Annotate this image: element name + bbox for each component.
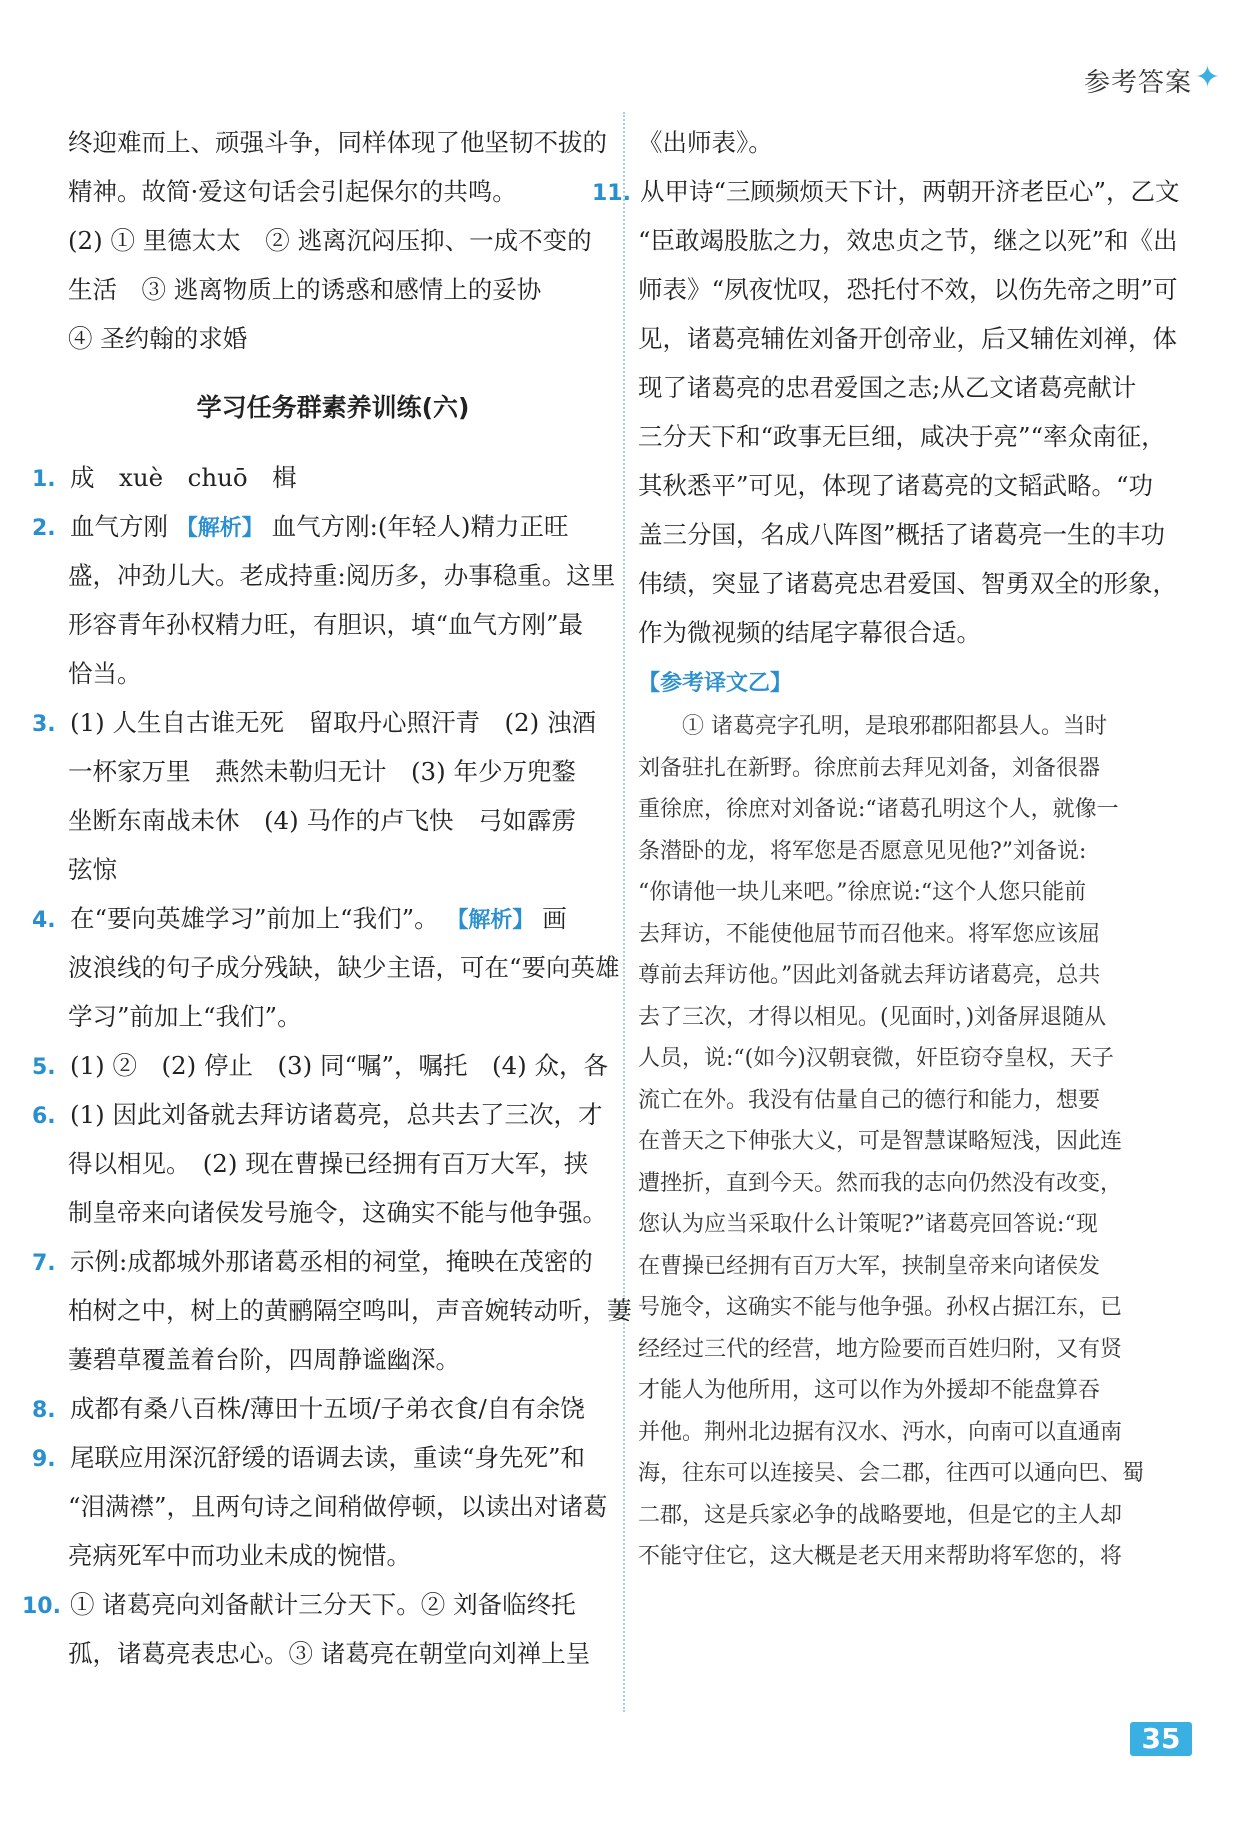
answer-number: 6.: [32, 1104, 56, 1129]
text-line: “泪满襟”，且两句诗之间稍做停顿，以读出对诸葛: [68, 1492, 608, 1521]
translation-line: 遭挫折，直到今天。然而我的志向仍然没有改变，: [638, 1170, 1123, 1196]
translation-line: 不能守住它，这大概是老天用来帮助将军您的，将: [638, 1544, 1123, 1569]
text-line: “臣敢竭股肱之力，效忠贞之节，继之以死”和《出: [638, 226, 1178, 255]
translation-line: 才能人为他所用，这可以作为外援却不能盘算吞: [638, 1378, 1101, 1403]
text-line: 现了诸葛亮的忠君爱国之志;从乙文诸葛亮献计: [638, 373, 1137, 402]
text-line: 坐断东南战未休 (4) 马作的卢飞快 弓如霹雳: [68, 806, 576, 835]
text-line: 终迎难而上、顽强斗争，同样体现了他坚韧不拔的: [68, 128, 607, 157]
text-line: 师表》“夙夜忧叹，恐托付不效，以伤先帝之明”可: [638, 275, 1178, 304]
text-line: 《出师表》。: [638, 128, 773, 157]
right-column: [592, 118, 1190, 1578]
text-line: (1) 人生自古谁无死 留取丹心照汗青 (2) 浊酒: [70, 708, 596, 737]
text-line: 盖三分国，名成八阵图”概括了诸葛亮一生的丰功: [638, 520, 1166, 549]
text-line: ④ 圣约翰的求婚: [68, 324, 248, 353]
text-line: 成都有桑八百株/薄田十五顷/子弟衣食/自有余饶: [70, 1394, 585, 1423]
sparkle-icon: ✦: [1194, 60, 1220, 95]
text-line: 精神。故简·爱这句话会引起保尔的共鸣。: [68, 177, 517, 206]
translation-line: “你请他一块儿来吧。”徐庶说:“这个人您只能前: [638, 880, 1087, 905]
answer-number: 2.: [32, 516, 56, 541]
text-line: 得以相见。 (2) 现在曹操已经拥有百万大军，挟: [68, 1149, 589, 1178]
answer-number: 7.: [32, 1251, 56, 1276]
text-line: 血气方刚:(年轻人)精力正旺: [271, 512, 569, 541]
answer-5: [32, 1041, 609, 1090]
text-line: 萋碧草覆盖着台阶，四周静谧幽深。: [68, 1345, 460, 1374]
translation-line: 人员，说:“(如今)汉朝衰微，奸臣窃夺皇权，天子: [638, 1046, 1114, 1071]
translation-line: 去了三次，才得以相见。(见面时，)刘备屏退随从: [638, 1004, 1107, 1030]
translation-line: 号施令，这确实不能与他争强。孙权占据江东，已: [638, 1295, 1123, 1320]
column-divider: [623, 112, 625, 1712]
translation-line: 在普天之下伸张大义，可是智慧谋略短浅，因此连: [638, 1129, 1123, 1154]
text-line: 其秋悉平”可见，体现了诸葛亮的文韬武略。“功: [638, 471, 1154, 500]
translation-line: 二郡，这是兵家必争的战略要地，但是它的主人却: [638, 1502, 1123, 1528]
translation-label: 【参考译文乙】: [638, 671, 793, 696]
translation-line: 您认为应当采取什么计策呢?”诸葛亮回答说:“现: [638, 1212, 1098, 1237]
answer-number: 11.: [592, 181, 631, 206]
translation-line: 条潜卧的龙，将军您是否愿意见见他?”刘备说:: [638, 838, 1087, 864]
text-line: 画: [542, 904, 567, 933]
analysis-tag: 【解析】: [175, 516, 264, 541]
translation-line: 经经过三代的经营，地方险要而百姓归附，又有贤: [638, 1336, 1123, 1362]
text-line: 孤，诸葛亮表忠心。③ 诸葛亮在朝堂向刘禅上呈: [68, 1639, 591, 1668]
answer-4: [32, 894, 598, 943]
text-line: 生活 ③ 逃离物质上的诱惑和感情上的妥协: [68, 275, 542, 304]
text-line: (1) 因此刘备就去拜访诸葛亮，总共去了三次，才: [70, 1100, 603, 1129]
answer-6: [32, 1090, 603, 1139]
text-line: 制皇帝来向诸侯发号施令，这确实不能与他争强。: [68, 1198, 607, 1227]
text-line: 示例:成都城外那诸葛丞相的祠堂，掩映在茂密的: [70, 1247, 593, 1276]
answer-9: [32, 1433, 598, 1482]
answer-number: 8.: [32, 1398, 56, 1423]
answer-number: 10.: [22, 1594, 61, 1619]
section-title: 学习任务群素养训练(六): [196, 393, 470, 422]
text-line: 三分天下和“政事无巨细，咸决于亮”“率众南征，: [638, 422, 1166, 451]
text-line: 盛，冲劲儿大。老成持重:阅历多，办事稳重。这里: [68, 561, 616, 590]
translation-line: 刘备驻扎在新野。徐庶前去拜见刘备，刘备很器: [638, 755, 1101, 781]
answer-number: 9.: [32, 1447, 56, 1472]
answer-head: 在“要向英雄学习”前加上“我们”。: [70, 904, 439, 933]
translation-line: ① 诸葛亮字孔明，是琅邪郡阳都县人。当时: [682, 714, 1107, 739]
answer-number: 3.: [32, 712, 56, 737]
answer-2: [32, 502, 598, 551]
text-line: ① 诸葛亮向刘备献计三分天下。② 刘备临终托: [70, 1590, 576, 1619]
translation-line: 尊前去拜访他。”因此刘备就去拜访诸葛亮，总共: [638, 963, 1101, 988]
answer-11: [592, 167, 1190, 216]
text-line: 形容青年孙权精力旺，有胆识，填“血气方刚”最: [68, 610, 584, 639]
answer-head: 血气方刚: [70, 512, 168, 541]
translation-line: 去拜访，不能使他屈节而召他来。将军您应该屈: [638, 921, 1101, 947]
text-line: 学习”前加上“我们”。: [68, 1002, 302, 1031]
analysis-tag: 【解析】: [446, 908, 535, 933]
text-line: 弦惊: [68, 855, 117, 884]
text-line: 从甲诗“三顾频烦天下计，两朝开济老臣心”，乙文: [640, 177, 1180, 206]
header-title: 参考答案: [1083, 68, 1192, 98]
translation-line: 并他。荆州北边据有汉水、沔水，向南可以直通南: [638, 1419, 1123, 1445]
answer-10: [22, 1580, 598, 1629]
text-line: 尾联应用深沉舒缓的语调去读，重读“身先死”和: [70, 1443, 586, 1472]
page-number: 35: [1130, 1722, 1192, 1756]
text-line: (1) ② (2) 停止 (3) 同“嘱”，嘱托 (4) 众，各: [70, 1051, 609, 1080]
text-line: 成 xuè chuō 楫: [70, 463, 297, 492]
answer-1: [32, 453, 598, 502]
translation-line: 海，往东可以连接吴、会二郡，往西可以通向巴、蜀: [638, 1461, 1145, 1486]
answer-number: 5.: [32, 1055, 56, 1080]
text-line: 作为微视频的结尾字幕很合适。: [638, 618, 981, 647]
answer-8: [32, 1384, 598, 1433]
text-line: 亮病死军中而功业未成的惋惜。: [68, 1541, 411, 1570]
answer-number: 4.: [32, 908, 56, 933]
text-line: 恰当。: [68, 659, 142, 688]
answer-3: [32, 698, 598, 747]
answer-number: 1.: [32, 467, 56, 492]
text-line: 柏树之中，树上的黄鹂隔空鸣叫，声音婉转动听，萋: [68, 1296, 632, 1325]
text-line: 见，诸葛亮辅佐刘备开创帝业，后又辅佐刘禅，体: [638, 324, 1177, 353]
text-line: (2) ① 里德太太 ② 逃离沉闷压抑、一成不变的: [68, 226, 592, 255]
text-line: 一杯家万里 燕然未勒归无计 (3) 年少万兜鍪: [68, 757, 576, 786]
text-line: 伟绩，突显了诸葛亮忠君爱国、智勇双全的形象，: [638, 569, 1177, 598]
translation-line: 流亡在外。我没有估量自己的德行和能力，想要: [638, 1087, 1101, 1113]
translation-line: 在曹操已经拥有百万大军，挟制皇帝来向诸侯发: [638, 1253, 1101, 1279]
translation-line: 重徐庶，徐庶对刘备说:“诸葛孔明这个人，就像一: [638, 797, 1119, 822]
answer-7: [32, 1237, 598, 1286]
text-line: 波浪线的句子成分残缺，缺少主语，可在“要向英雄: [68, 953, 620, 982]
